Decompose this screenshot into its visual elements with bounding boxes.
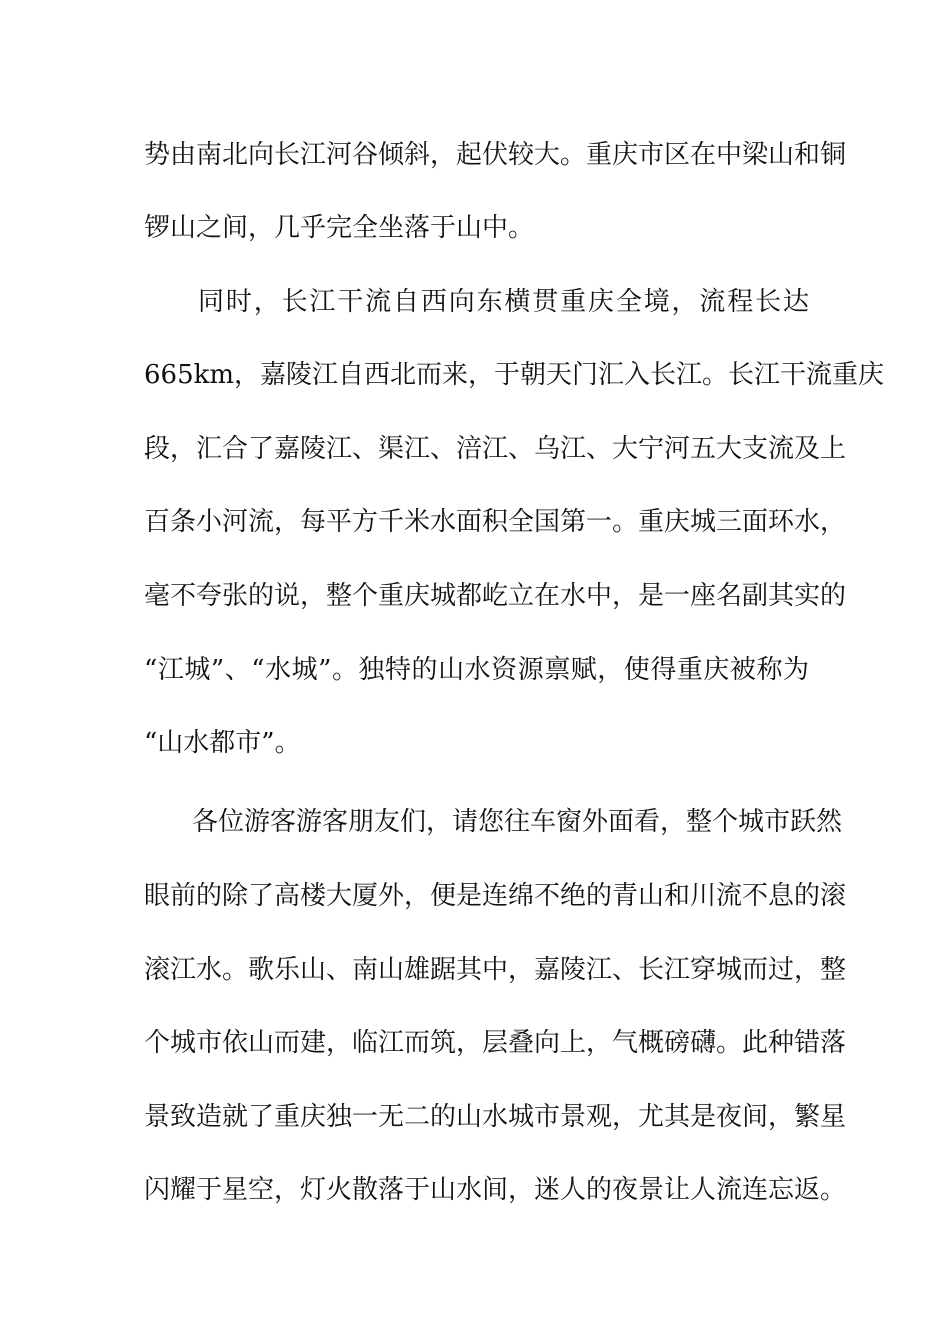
text-line: 百条小河流，每平方千米水面积全国第一。重庆城三面环水， [144,507,847,537]
text-line: 个城市依山而建，临江而筑，层叠向上，气概磅礴。此种错落 [144,1028,847,1058]
text-line: “江城”、“水城”。独特的山水资源禀赋，使得重庆被称为 [144,655,809,685]
text-line: 段，汇合了嘉陵江、渠江、涪江、乌江、大宁河五大支流及上 [144,434,847,464]
text-line: 毫不夸张的说，整个重庆城都屹立在水中，是一座名副其实的 [144,581,847,611]
text-line: 眼前的除了高楼大厦外，便是连绵不绝的青山和川流不息的滚 [144,881,847,911]
text-line: 闪耀于星空，灯火散落于山水间，迷人的夜景让人流连忘返。 [144,1175,847,1205]
text-line: 各位游客游客朋友们，请您往车窗外面看，整个城市跃然 [192,807,843,837]
text-line: “山水都市”。 [144,728,301,758]
text-line: 景致造就了重庆独一无二的山水城市景观，尤其是夜间，繁星 [144,1102,847,1132]
text-line: 665km，嘉陵江自西北而来，于朝天门汇入长江。长江干流重庆 [144,360,885,390]
text-line: 滚江水。歌乐山、南山雄踞其中，嘉陵江、长江穿城而过，整 [144,955,847,985]
text-line: 同时，长江干流自西向东横贯重庆全境，流程长达 [198,287,809,317]
text-line: 势由南北向长江河谷倾斜，起伏较大。重庆市区在中梁山和铜 [144,140,847,170]
text-line: 锣山之间，几乎完全坐落于山中。 [144,213,535,243]
